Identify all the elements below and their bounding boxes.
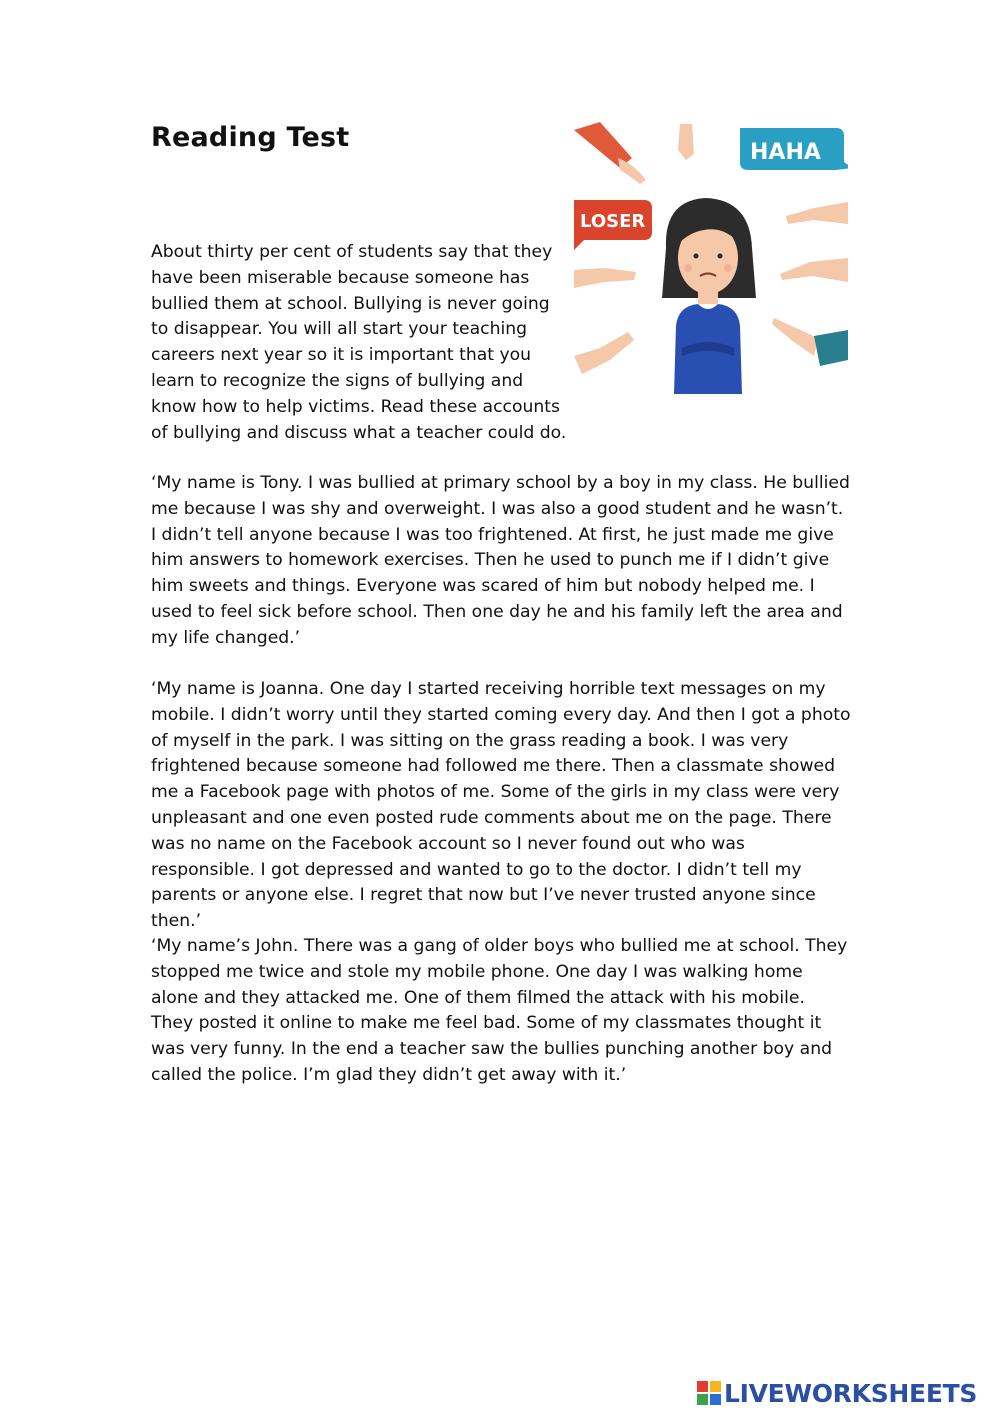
liveworksheets-brand: LIVEWORKSHEETS [724, 1378, 978, 1408]
haha-text: HAHA [750, 140, 821, 165]
liveworksheets-logo-icon [697, 1381, 721, 1405]
account-john: ‘My name’s John. There was a gang of older boys who bullied me at school. They stopped me twice and stole my mobile phone. One day I was walking home alone and they attacked me. One of them filmed the attack with his mobile. They posted it online to make me feel bad. Some of my classmates thought it was very funny. In the end a teacher saw the bullies punching another boy and called the police. I’m glad they didn’t get away with it.’ [151, 936, 848, 1085]
sleeve-right [814, 330, 848, 366]
bullying-illustration [574, 120, 848, 394]
intro-paragraph: About thirty per cent of students say that they have been miserable because someone has bullied them at school. Bullying is never going to disappear. You will all start your teaching careers next year so it is important that you learn to recognize the signs of bullying and know how to help victims. Read these accounts of bullying and discuss what a teacher could do. [151, 242, 567, 443]
pointing-finger-top [678, 124, 694, 160]
loser-text: LOSER [580, 211, 646, 232]
pointing-hand-right-2 [780, 258, 848, 282]
pointing-hand-left-2 [574, 332, 634, 374]
haha-speech-bubble [740, 128, 848, 170]
pointing-arm-top-left [574, 122, 646, 184]
loser-speech-bubble [574, 200, 652, 250]
liveworksheets-logo[interactable] [697, 1378, 977, 1408]
account-tony: ‘My name is Tony. I was bullied at primary school by a boy in my class. He bullied me because I was shy and overweight. I was also a good student and he wasn’t. I didn’t tell anyone because I was too frightened. At first, he just made me give him answers to homework exercises. Then he used to punch me if I didn’t give him sweets and things. Everyone was scared of him but nobody helped me. I used to feel sick before school. Then one day he and his family left the area and my life changed.’ [151, 473, 850, 648]
page-title: Reading Test [151, 122, 350, 153]
pointing-hand-right-1 [786, 202, 848, 224]
pointing-hand-left-1 [574, 268, 636, 288]
pointing-hand-right-3 [772, 318, 818, 356]
account-joanna: ‘My name is Joanna. One day I started receiving horrible text messages on my mobile. I didn’t worry until they started coming every day. And then I got a photo of myself in the park. I was sitting on the grass reading a book. I was very frightened because someone had followed me there. Then a classmate showed me a Facebook page with photos of me. Some of the girls in my class were very unpleasant and one even posted rude comments about me on the page. There was no name on the Facebook account so I never found out who was responsible. I got depressed and wanted to go to the doctor. I didn’t tell my parents or anyone else. I regret that now but I’ve never trusted anyone since then.’ [151, 679, 851, 932]
